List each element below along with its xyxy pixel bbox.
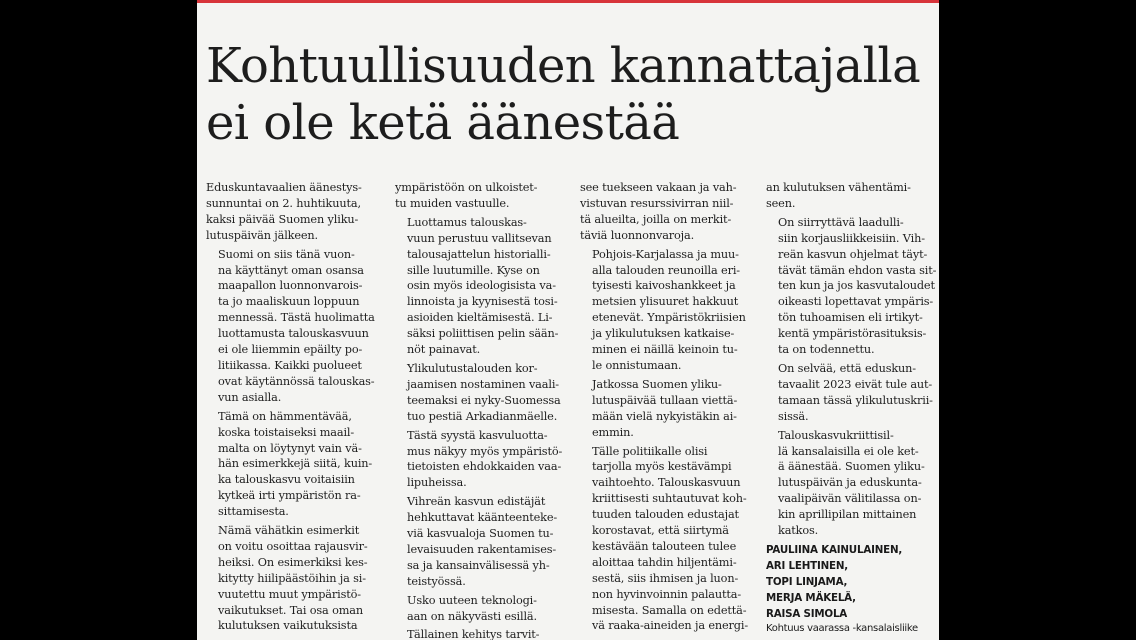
text-line: jaamisen nostaminen vaali- (407, 377, 559, 391)
text-line: on voitu osoittaa rajausvir- (218, 539, 368, 553)
text-line: Jatkossa Suomen yliku- (592, 377, 722, 391)
text-line: ka talouskasvu voitaisiin (218, 473, 355, 487)
text-line: talousajattelun historialli- (407, 247, 551, 261)
text-line: misesta. Samalla on edettä- (592, 603, 747, 617)
text-line: vun asialla. (218, 390, 282, 404)
text-line: Tämä on hämmentävää, (218, 409, 352, 423)
article-column-2 (395, 180, 570, 640)
text-line: viä kasvualoja Suomen tu- (407, 527, 554, 541)
text-line: levaisuuden rakentamises- (407, 542, 557, 556)
signature-name: PAULIINA KAINULAINEN, (766, 543, 903, 556)
text-line: luottamusta talouskasvuun (218, 327, 369, 341)
text-line: vaikutukset. Tai osa oman (218, 603, 364, 617)
text-line: seen. (766, 196, 796, 210)
newspaper-page (197, 0, 939, 640)
text-line: teistyössä. (407, 574, 466, 588)
text-line: vuun perustuu vallitsevan (407, 231, 552, 245)
text-line: sa ja kansainvälisessä yh- (407, 558, 550, 572)
article-paragraph (766, 361, 939, 425)
article-column-3 (580, 180, 755, 637)
text-line: Tästä syystä kasvuluotta- (407, 428, 548, 442)
headline-line: Kohtuullisuuden kannattajalla (206, 38, 921, 94)
text-line: lutuspäivän ja eduskunta- (778, 476, 922, 490)
text-line: etenevät. Ympäristökriisien (592, 311, 746, 325)
signature-organization: Kohtuus vaarassa -kansalaisliike (766, 622, 918, 634)
text-line: tuuden talouden edustajat (592, 508, 739, 522)
text-line: lutuspäivää tullaan viettä- (592, 393, 738, 407)
text-line: tä alueilta, joilla on merkit- (580, 212, 732, 226)
text-line: kulutuksen vaikutuksista (218, 619, 358, 633)
article-paragraph (580, 377, 755, 441)
text-line: osin myös ideologisista va- (407, 279, 556, 293)
text-line: tävät tämän ehdon vasta sit- (778, 263, 937, 277)
article-paragraph (206, 523, 381, 634)
text-line: kitytty hiilipäästöihin ja si- (218, 571, 366, 585)
column-4-body (766, 180, 939, 539)
article-paragraph (766, 428, 939, 539)
article-paragraph (395, 593, 570, 625)
text-line: hän esimerkkejä siitä, kuin- (218, 457, 373, 471)
text-line: Nämä vähätkin esimerkit (218, 524, 360, 538)
article-paragraph (395, 627, 570, 640)
text-line: kriittisesti suhtautuvat koh- (592, 492, 747, 506)
text-line: ei ole liiemmin epäilty po- (218, 343, 363, 357)
text-line: katkos. (778, 524, 819, 538)
text-line: vä raaka-aineiden ja energi- (592, 619, 749, 633)
text-line: aloittaa tahdin hiljentämi- (592, 555, 737, 569)
article-paragraph (766, 180, 939, 212)
text-line: ta on todennettu. (778, 343, 875, 357)
text-line: reän kasvun ohjelmat täyt- (778, 247, 928, 261)
text-line: kentä ympäristörasituksis- (778, 327, 927, 341)
text-line: sunnuntai on 2. huhtikuuta, (206, 196, 361, 210)
text-line: aan on näkyvästi esillä. (407, 609, 537, 623)
article-paragraph (206, 180, 381, 244)
text-line: vistuvan resurssivirran niil- (580, 196, 734, 210)
text-line: korostavat, että siirtymä (592, 524, 729, 538)
article-column-1 (206, 180, 381, 637)
text-line: see tuekseen vakaan ja vah- (580, 181, 737, 194)
text-line: Usko uuteen teknologi- (407, 593, 537, 607)
article-column-4 (766, 180, 939, 636)
article-paragraph (395, 215, 570, 358)
text-line: linnoista ja kyynisestä tosi- (407, 295, 558, 309)
text-line: oikeasti lopettavat ympäris- (778, 295, 934, 309)
article-paragraph (395, 494, 570, 589)
text-line: vaihtoehto. Talouskasvuun (592, 476, 741, 490)
article-paragraph (395, 428, 570, 492)
text-line: On selvää, että eduskun- (778, 361, 916, 375)
headline-line: ei ole ketä äänestää (206, 95, 680, 151)
text-line: tietoisten ehdokkaiden vaa- (407, 460, 562, 474)
text-line: mään vielä nykyistäkin ai- (592, 409, 737, 423)
text-line: tavaalit 2023 eivät tule aut- (778, 377, 933, 391)
text-line: Vihreän kasvun edistäjät (407, 495, 546, 509)
text-line: sille luutumille. Kyse on (407, 263, 540, 277)
red-top-rule (197, 0, 939, 3)
text-line: sittamisesta. (218, 505, 289, 519)
text-line: ä äänestää. Suomen yliku- (778, 460, 925, 474)
text-line: säksi poliittisen pelin sään- (407, 327, 559, 341)
article-paragraph (766, 215, 939, 358)
text-line: Tälle politiikalle olisi (592, 444, 708, 458)
text-line: nöt painavat. (407, 343, 481, 357)
text-line: litiikassa. Kaikki puolueet (218, 358, 362, 372)
text-line: tamaan tässä ylikulutuskrii- (778, 393, 933, 407)
text-line: na käyttänyt oman osansa (218, 263, 364, 277)
text-line: asioiden kieltämisestä. Li- (407, 311, 553, 325)
text-line: alla talouden reunoilla eri- (592, 263, 740, 277)
text-line: maapallon luonnonvarois- (218, 279, 363, 293)
text-line: On siirryttävä laadulli- (778, 215, 904, 229)
text-line: täviä luonnonvaroja. (580, 228, 695, 242)
article-paragraph (580, 247, 755, 374)
text-line: kin aprillipilan mittainen (778, 508, 917, 522)
text-line: tarjolla myös kestävämpi (592, 460, 732, 474)
text-line: ten kun ja jos kasvutaloudet (778, 279, 935, 293)
text-line: teemaksi ei nyky-Suomessa (407, 393, 561, 407)
signature-name: MERJA MÄKELÄ, (766, 591, 856, 604)
text-line: siin korjausliikkeisiin. Vih- (778, 231, 925, 245)
text-line: Tällainen kehitys tarvit- (407, 628, 540, 640)
text-line: lipuheissa. (407, 476, 467, 490)
text-line: emmin. (592, 425, 634, 439)
text-line: Luottamus talouskas- (407, 215, 527, 229)
text-line: ta jo maaliskuun loppuun (218, 295, 360, 309)
text-line: sissä. (778, 409, 809, 423)
text-line: vaalipäivän välitilassa on- (778, 492, 922, 506)
text-line: tuo pestiä Arkadianmäelle. (407, 409, 558, 423)
text-line: kytkeä irti ympäristön ra- (218, 489, 361, 503)
text-line: tyisesti kaivoshankkeet ja (592, 279, 736, 293)
text-line: hehkuttavat käänteenteke- (407, 511, 558, 525)
signature-name: ARI LEHTINEN, (766, 559, 848, 572)
text-line: heiksi. On esimerkiksi kes- (218, 555, 368, 569)
text-line: lutuspäivän jälkeen. (206, 228, 318, 242)
text-line: Ylikulutustalouden kor- (407, 361, 538, 375)
text-line: mus näkyy myös ympäristö- (407, 444, 563, 458)
text-line: le onnistumaan. (592, 358, 682, 372)
text-line: lä kansalaisilla ei ole ket- (778, 444, 919, 458)
article-paragraph (580, 444, 755, 635)
article-headline (206, 38, 926, 152)
article-paragraph (206, 247, 381, 406)
text-line: vuutettu muut ympäristö- (218, 587, 361, 601)
text-line: koska toistaiseksi maail- (218, 425, 355, 439)
text-line: tön tuhoamisen eli irtikyt- (778, 311, 923, 325)
text-line: non hyvinvoinnin palautta- (592, 587, 742, 601)
text-line: ja ylikulutuksen katkaise- (592, 327, 735, 341)
article-paragraph (395, 180, 570, 212)
text-line: ovat käytännössä talouskas- (218, 374, 375, 388)
author-signatures (766, 542, 939, 636)
text-line: Eduskuntavaalien äänestys- (206, 181, 362, 194)
article-paragraph (395, 361, 570, 425)
text-line: mennessä. Tästä huolimatta (218, 311, 375, 325)
text-line: an kulutuksen vähentämi- (766, 181, 911, 194)
text-line: Talouskasvukriittisil- (778, 428, 894, 442)
text-line: minen ei näillä keinoin tu- (592, 343, 738, 357)
text-line: kaksi päivää Suomen yliku- (206, 212, 359, 226)
text-line: ympäristöön on ulkoistet- (395, 181, 538, 194)
text-line: Pohjois-Karjalassa ja muu- (592, 247, 739, 261)
text-line: Suomi on siis tänä vuon- (218, 247, 355, 261)
article-paragraph (206, 409, 381, 520)
article-paragraph (580, 180, 755, 244)
signature-name: TOPI LINJAMA, (766, 575, 848, 588)
text-line: malta on löytynyt vain vä- (218, 441, 362, 455)
text-line: kestävään talouteen tulee (592, 539, 737, 553)
text-line: tu muiden vastuulle. (395, 196, 510, 210)
signature-name: RAISA SIMOLA (766, 607, 848, 620)
text-line: metsien ylisuuret hakkuut (592, 295, 739, 309)
text-line: sestä, siis ihmisen ja luon- (592, 571, 739, 585)
